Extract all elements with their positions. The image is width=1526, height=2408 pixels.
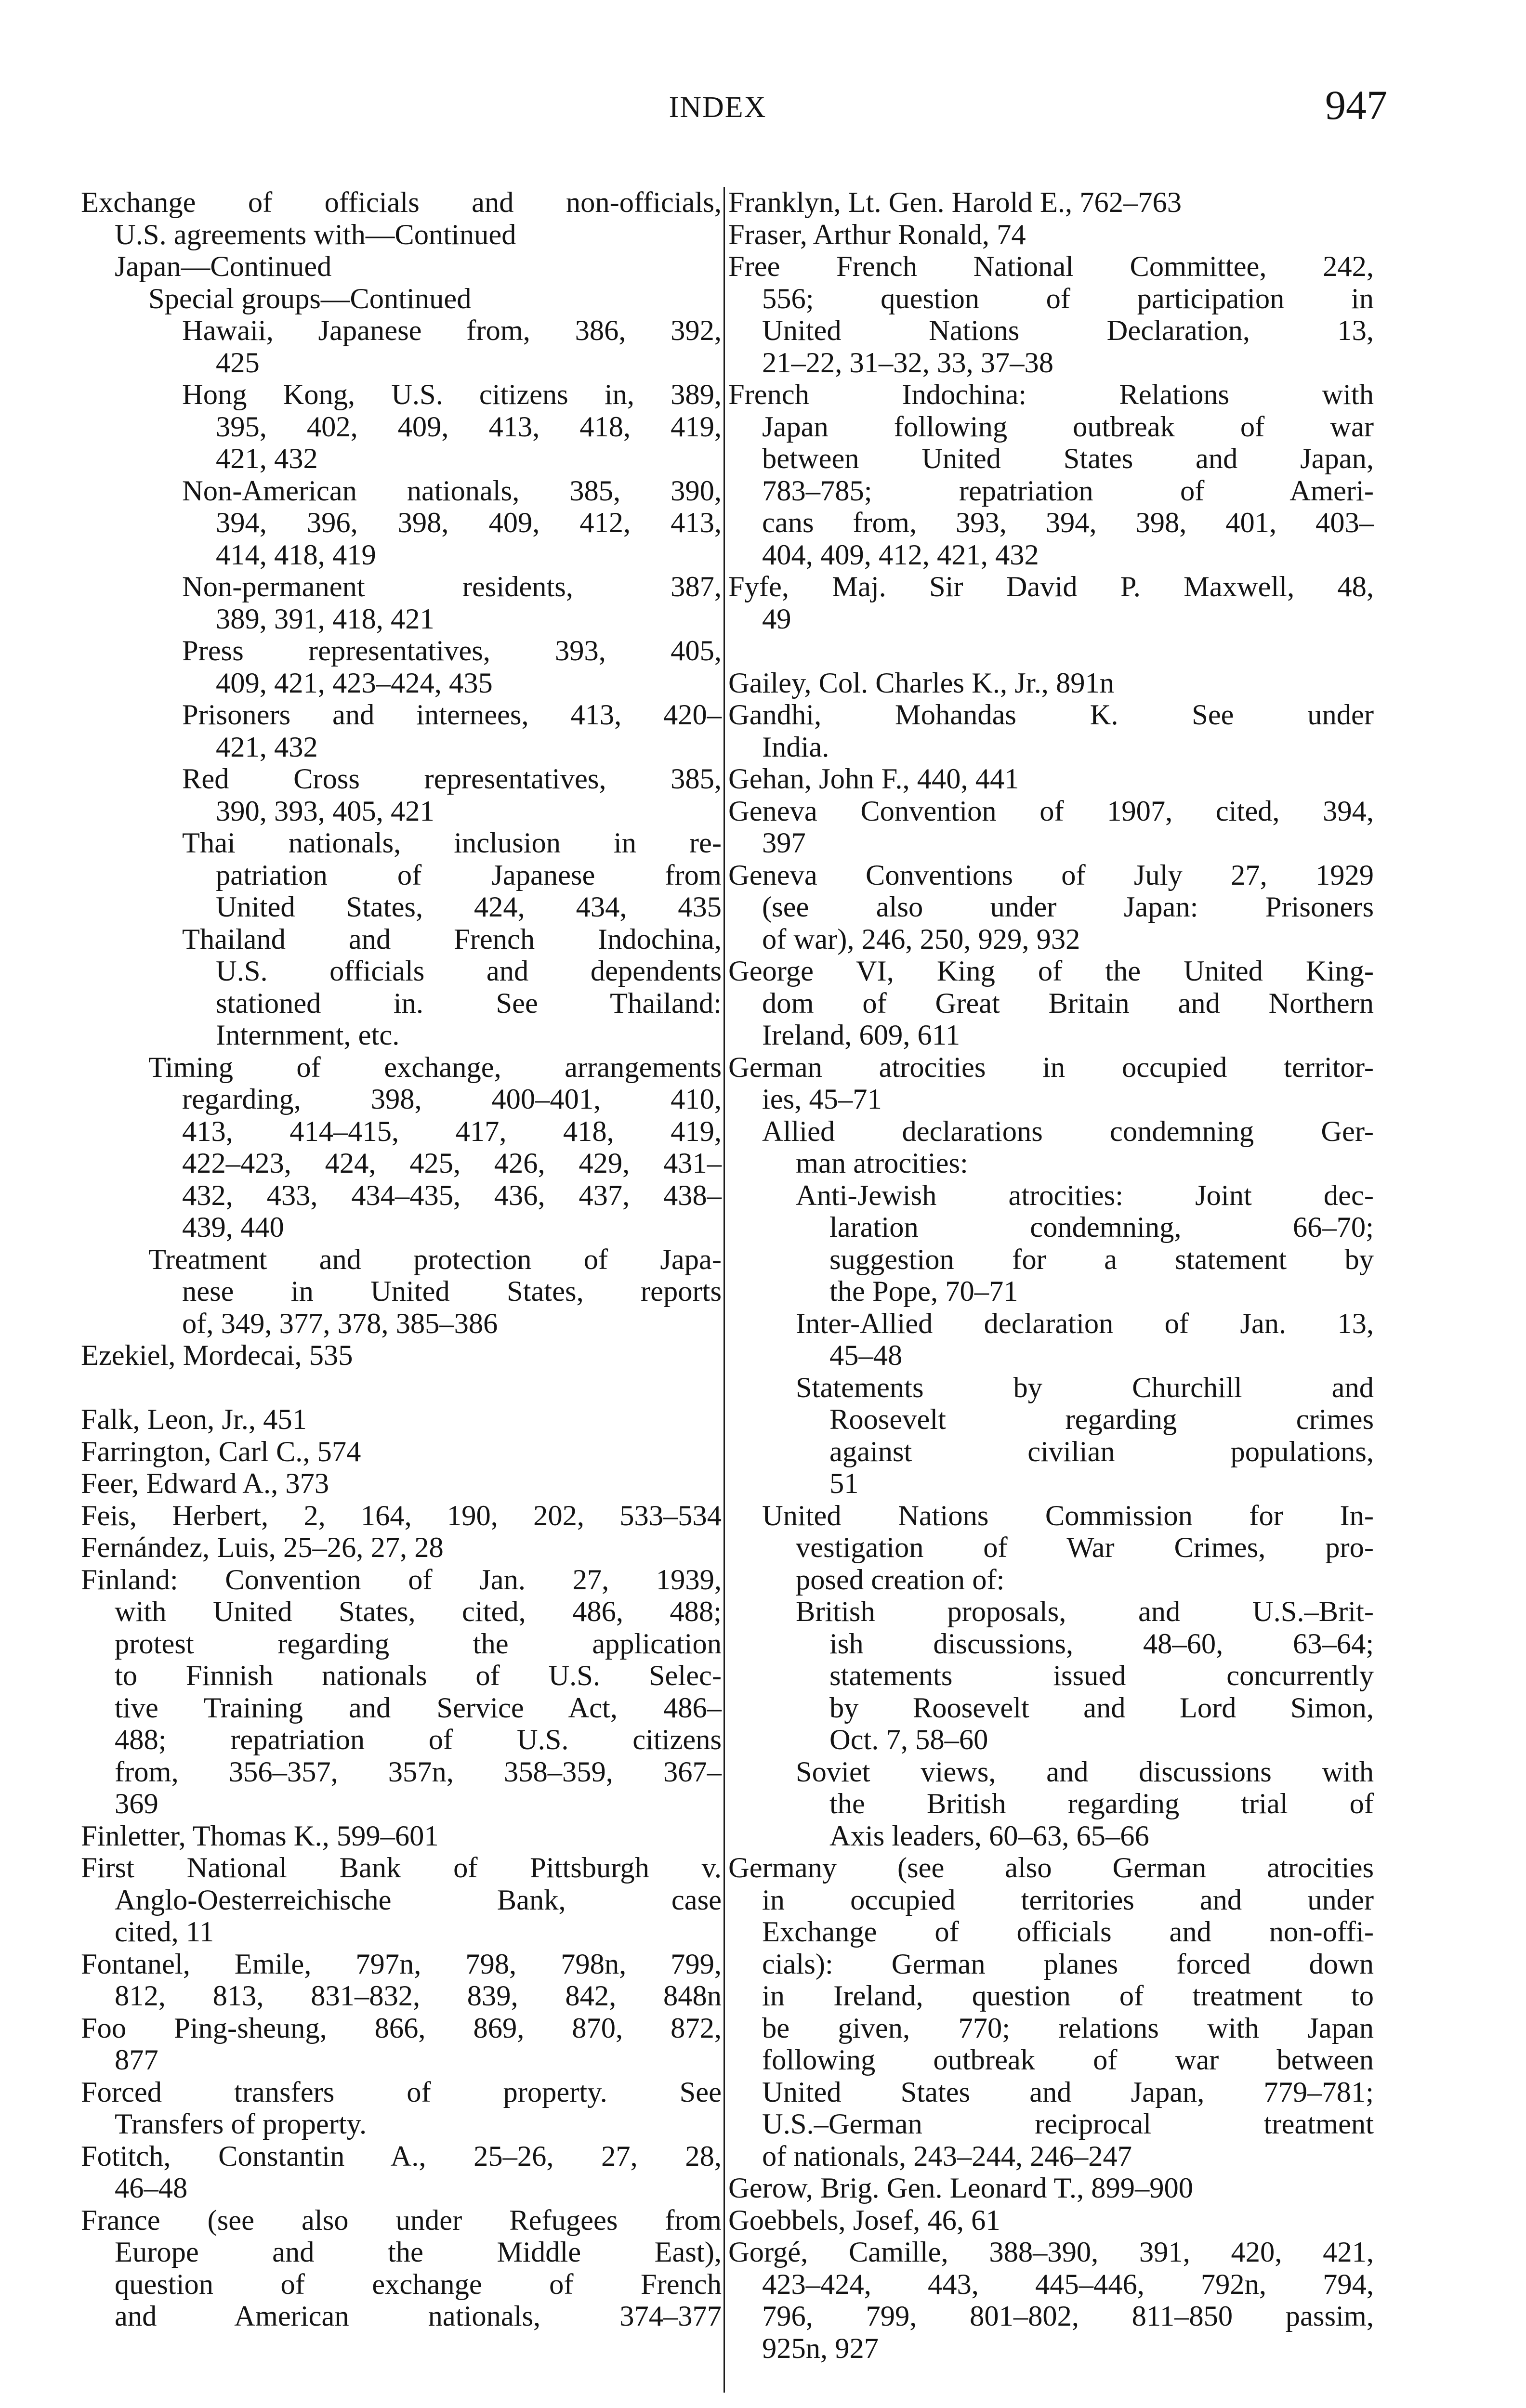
index-line: 925n, 927 — [762, 2332, 879, 2365]
index-line: Thailand and French Indochina, — [182, 923, 722, 955]
index-line: Hong Kong, U.S. citizens in, 389, — [182, 379, 722, 411]
index-line: U.S. agreements with—Continued — [115, 218, 516, 251]
index-line: United States and Japan, 779–781; — [762, 2076, 1374, 2108]
index-line: Exchange of officials and non-offi- — [762, 1916, 1374, 1948]
index-line: ish discussions, 48–60, 63–64; — [829, 1627, 1374, 1660]
index-line: Finland: Convention of Jan. 27, 1939, — [81, 1563, 722, 1596]
index-line: Press representatives, 393, 405, — [182, 635, 722, 667]
index-line: from, 356–357, 357n, 358–359, 367– — [115, 1755, 722, 1788]
index-line: Fontanel, Emile, 797n, 798, 798n, 799, — [81, 1948, 722, 1980]
index-line: protest regarding the application — [115, 1627, 722, 1660]
index-line: 414, 418, 419 — [216, 538, 376, 571]
index-line: in Ireland, question of treatment to — [762, 1980, 1374, 2012]
index-line: Treatment and protection of Japa- — [148, 1243, 722, 1276]
index-line: of war), 246, 250, 929, 932 — [762, 923, 1080, 955]
index-line: (see also under Japan: Prisoners — [762, 891, 1374, 923]
index-line: Non-permanent residents, 387, — [182, 571, 722, 603]
index-line: Finletter, Thomas K., 599–601 — [81, 1819, 439, 1852]
index-line: 21–22, 31–32, 33, 37–38 — [762, 346, 1053, 379]
index-line: dom of Great Britain and Northern — [762, 987, 1374, 1020]
index-line: man atrocities: — [796, 1147, 968, 1179]
index-line: Gerow, Brig. Gen. Leonard T., 899–900 — [728, 2172, 1193, 2204]
index-line: cited, 11 — [115, 1916, 214, 1948]
index-line: 877 — [115, 2044, 158, 2076]
index-line: be given, 770; relations with Japan — [762, 2012, 1374, 2044]
index-line: cials): German planes forced down — [762, 1948, 1374, 1980]
index-line: question of exchange of French — [115, 2268, 722, 2301]
index-line: the Pope, 70–71 — [829, 1275, 1018, 1308]
index-line: of, 349, 377, 378, 385–386 — [182, 1307, 498, 1340]
index-line: Franklyn, Lt. Gen. Harold E., 762–763 — [728, 186, 1182, 219]
index-line: Roosevelt regarding crimes — [829, 1403, 1374, 1436]
index-line: Forced transfers of property. See — [81, 2076, 722, 2108]
index-line: United Nations Declaration, 13, — [762, 314, 1374, 347]
index-line: 423–424, 443, 445–446, 792n, 794, — [762, 2268, 1374, 2301]
index-line: Anglo-Oesterreichische Bank, case — [115, 1884, 722, 1916]
index-line: 439, 440 — [182, 1211, 284, 1243]
index-line: posed creation of: — [796, 1563, 1005, 1596]
index-line: 796, 799, 801–802, 811–850 passim, — [762, 2300, 1374, 2332]
index-line: Farrington, Carl C., 574 — [81, 1435, 361, 1468]
entry-gap — [728, 635, 1374, 667]
index-line: Geneva Conventions of July 27, 1929 — [728, 859, 1374, 891]
index-line: between United States and Japan, — [762, 443, 1374, 475]
index-line: 413, 414–415, 417, 418, 419, — [182, 1115, 722, 1148]
index-line: 421, 432 — [216, 443, 318, 475]
index-line: 51 — [829, 1467, 859, 1500]
running-header-title: INDEX — [669, 91, 767, 124]
index-line: Europe and the Middle East), — [115, 2236, 722, 2268]
index-line: suggestion for a statement by — [829, 1243, 1374, 1276]
index-line: in occupied territories and under — [762, 1884, 1374, 1916]
index-line: Fotitch, Constantin A., 25–26, 27, 28, — [81, 2140, 722, 2172]
index-line: laration condemning, 66–70; — [829, 1211, 1374, 1243]
index-line: 49 — [762, 602, 791, 635]
index-line: the British regarding trial of — [829, 1788, 1374, 1820]
index-line: United Nations Commission for In- — [762, 1499, 1374, 1532]
index-line: cans from, 393, 394, 398, 401, 403– — [762, 507, 1374, 539]
index-line: Allied declarations condemning Ger- — [762, 1115, 1374, 1148]
index-line: 432, 433, 434–435, 436, 437, 438– — [182, 1179, 722, 1212]
index-line: regarding, 398, 400–401, 410, — [182, 1083, 722, 1115]
index-line: to Finnish nationals of U.S. Selec- — [115, 1660, 722, 1692]
index-line: 556; question of participation in — [762, 282, 1374, 315]
index-line: India. — [762, 731, 829, 763]
index-line: Soviet views, and discussions with — [796, 1755, 1374, 1788]
index-line: 390, 393, 405, 421 — [216, 795, 434, 827]
index-line: Fyfe, Maj. Sir David P. Maxwell, 48, — [728, 571, 1374, 603]
index-line: 45–48 — [829, 1339, 903, 1372]
index-line: U.S.–German reciprocal treatment — [762, 2108, 1374, 2140]
index-line: stationed in. See Thailand: — [216, 987, 722, 1020]
index-line: with United States, cited, 486, 488; — [115, 1596, 722, 1628]
index-line: Japan following outbreak of war — [762, 410, 1374, 443]
index-line: Free French National Committee, 242, — [728, 250, 1374, 283]
index-line: Goebbels, Josef, 46, 61 — [728, 2204, 1000, 2237]
index-line: by Roosevelt and Lord Simon, — [829, 1691, 1374, 1724]
index-line: Thai nationals, inclusion in re- — [182, 827, 722, 859]
index-line: following outbreak of war between — [762, 2044, 1374, 2076]
index-line: Foo Ping-sheung, 866, 869, 870, 872, — [81, 2012, 722, 2044]
index-line: Falk, Leon, Jr., 451 — [81, 1403, 307, 1436]
index-line: First National Bank of Pittsburgh v. — [81, 1852, 722, 1884]
index-line: Geneva Convention of 1907, cited, 394, — [728, 795, 1374, 827]
index-column-left — [81, 187, 722, 2333]
index-line: Hawaii, Japanese from, 386, 392, — [182, 314, 722, 347]
index-column-right — [728, 187, 1374, 2365]
index-line: Gandhi, Mohandas K. See under — [728, 699, 1374, 731]
index-line: tive Training and Service Act, 486– — [115, 1691, 722, 1724]
index-line: France (see also under Refugees from — [81, 2204, 722, 2237]
index-line: George VI, King of the United King- — [728, 955, 1374, 987]
index-line: U.S. officials and dependents — [216, 955, 722, 987]
index-line: and American nationals, 374–377 — [115, 2300, 722, 2332]
index-line: 421, 432 — [216, 731, 318, 763]
index-line: Germany (see also German atrocities — [728, 1852, 1374, 1884]
index-line: Exchange of officials and non-officials, — [81, 186, 722, 219]
index-line: Non-American nationals, 385, 390, — [182, 474, 722, 507]
index-line: 397 — [762, 827, 806, 859]
column-divider — [724, 187, 725, 2393]
index-line: 404, 409, 412, 421, 432 — [762, 538, 1039, 571]
index-line: French Indochina: Relations with — [728, 379, 1374, 411]
index-line: 422–423, 424, 425, 426, 429, 431– — [182, 1147, 722, 1179]
page-number: 947 — [1325, 82, 1387, 128]
index-line: Internment, etc. — [216, 1019, 400, 1051]
index-line: ies, 45–71 — [762, 1083, 882, 1115]
index-line: Red Cross representatives, 385, — [182, 763, 722, 795]
index-line: Gehan, John F., 440, 441 — [728, 763, 1019, 795]
index-line: Ireland, 609, 611 — [762, 1019, 960, 1051]
index-line: Transfers of property. — [115, 2108, 367, 2140]
index-line: German atrocities in occupied territor- — [728, 1051, 1374, 1084]
index-line: vestigation of War Crimes, pro- — [796, 1531, 1374, 1564]
index-line: Fernández, Luis, 25–26, 27, 28 — [81, 1531, 444, 1564]
index-line: 389, 391, 418, 421 — [216, 602, 434, 635]
index-line: Feis, Herbert, 2, 164, 190, 202, 533–534 — [81, 1499, 722, 1532]
index-line: Anti-Jewish atrocities: Joint dec- — [796, 1179, 1374, 1212]
index-line: 488; repatriation of U.S. citizens — [115, 1724, 722, 1756]
index-line: Gorgé, Camille, 388–390, 391, 420, 421, — [728, 2236, 1374, 2268]
index-line: statements issued concurrently — [829, 1660, 1374, 1692]
index-line: 812, 813, 831–832, 839, 842, 848n — [115, 1980, 722, 2012]
index-line: Feer, Edward A., 373 — [81, 1467, 329, 1500]
index-line: 783–785; repatriation of Ameri- — [762, 474, 1374, 507]
index-line: Ezekiel, Mordecai, 535 — [81, 1339, 353, 1372]
index-line: Timing of exchange, arrangements — [148, 1051, 722, 1084]
index-line: 425 — [216, 346, 260, 379]
index-line: Fraser, Arthur Ronald, 74 — [728, 218, 1026, 251]
index-line: Special groups—Continued — [148, 282, 472, 315]
index-line: United States, 424, 434, 435 — [216, 891, 722, 923]
index-line: Statements by Churchill and — [796, 1371, 1374, 1404]
index-line: Japan—Continued — [115, 250, 332, 283]
index-line: of nationals, 243–244, 246–247 — [762, 2140, 1132, 2172]
index-line: Inter-Allied declaration of Jan. 13, — [796, 1307, 1374, 1340]
index-line: patriation of Japanese from — [216, 859, 722, 891]
index-line: against civilian populations, — [829, 1435, 1374, 1468]
index-line: Gailey, Col. Charles K., Jr., 891n — [728, 667, 1114, 699]
entry-gap — [81, 1372, 722, 1404]
index-line: nese in United States, reports — [182, 1275, 722, 1308]
index-line: 394, 396, 398, 409, 412, 413, — [216, 507, 722, 539]
index-line: Axis leaders, 60–63, 65–66 — [829, 1819, 1149, 1852]
index-line: Prisoners and internees, 413, 420– — [182, 699, 722, 731]
index-line: 409, 421, 423–424, 435 — [216, 667, 493, 699]
index-line: 46–48 — [115, 2172, 188, 2204]
index-line: British proposals, and U.S.–Brit- — [796, 1596, 1374, 1628]
index-line: 369 — [115, 1788, 158, 1820]
index-line: 395, 402, 409, 413, 418, 419, — [216, 410, 722, 443]
index-line: Oct. 7, 58–60 — [829, 1724, 988, 1756]
